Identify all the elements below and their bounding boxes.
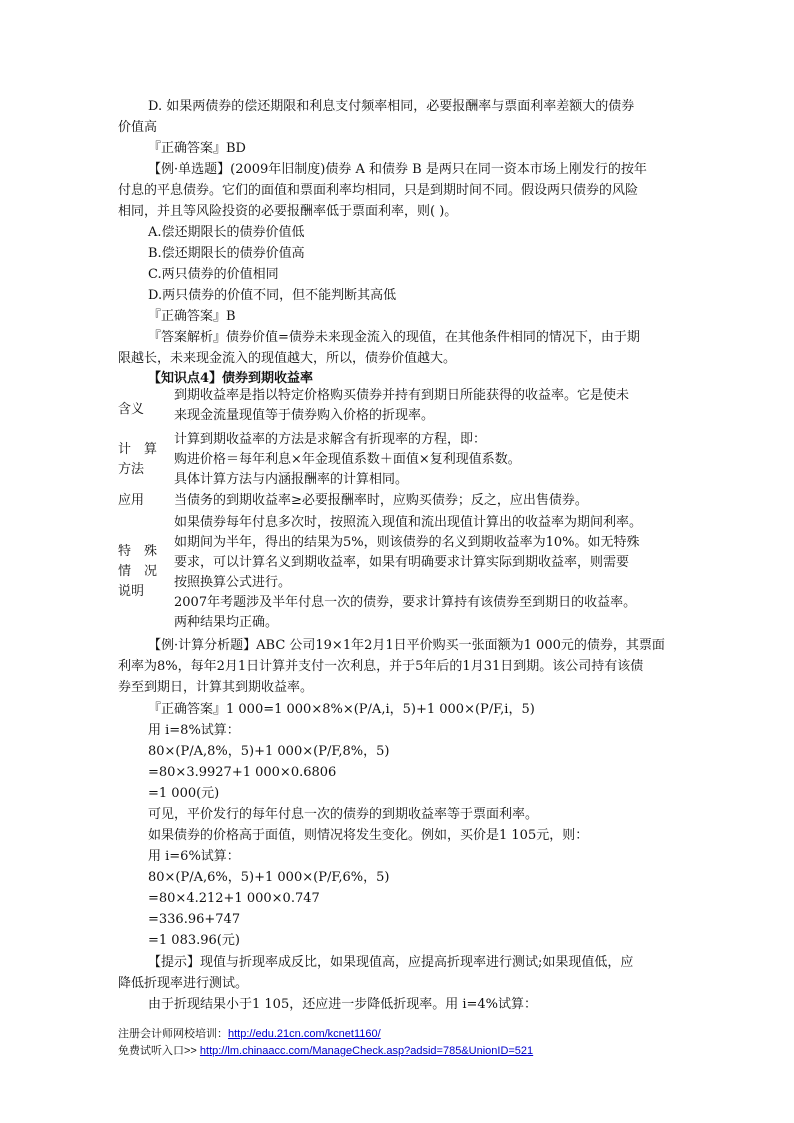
knowledge-content-line: 两种结果均正确。 — [174, 615, 279, 630]
text-line: 【知识点4】债券到期收益率 — [148, 371, 314, 386]
text-line: D. 如果两债券的偿还期限和利息支付频率相同，必要报酬率与票面利率差额大的债券 — [148, 99, 635, 114]
knowledge-content-line: 2007年考题涉及半年付息一次的债券，要求计算持有该债券至到期日的收益率。 — [174, 595, 637, 610]
text-line: 利率为8%，每年2月1日计算并支付一次利息，并于5年后的1月31日到期。该公司持有该债 — [118, 659, 644, 674]
text-line: 券至到期日，计算其到期收益率。 — [118, 680, 314, 695]
text-line: 【例·单选题】(2009年旧制度)债券 A 和债券 B 是两只在同一资本市场上刚发行的按年 — [148, 162, 647, 177]
knowledge-content-line: 计算到期收益率的方法是求解含有折现率的方程，即： — [174, 432, 487, 447]
text-line: 用 i=8%试算： — [148, 723, 240, 738]
text-line: =80×4.212+1 000×0.747 — [148, 891, 320, 906]
text-line: =1 083.96(元) — [148, 933, 240, 948]
text-line: 『正确答案』B — [148, 309, 236, 324]
text-line: 『正确答案』1 000=1 000×8%×(P/A,i，5)+1 000×(P/F,i，5) — [148, 702, 535, 717]
footer-label-2: 免费试听入口>> — [118, 1045, 200, 1057]
text-line: D.两只债券的价值不同，但不能判断其高低 — [148, 288, 397, 303]
text-line: C.两只债券的价值相同 — [148, 267, 279, 282]
text-line: 用 i=6%试算： — [148, 849, 240, 864]
text-line: 『答案解析』债券价值=债券未来现金流入的现值，在其他条件相同的情况下，由于期 — [148, 330, 640, 345]
text-line: 由于折现结果小于1 105，还应进一步降低折现率。用 i=4%试算： — [148, 997, 538, 1012]
text-line: 可见，平价发行的每年付息一次的债券的到期收益率等于票面利率。 — [148, 807, 539, 822]
knowledge-label: 应用 — [118, 493, 145, 508]
knowledge-content-line: 如果债券每年付息多次时，按照流入现值和流出现值计算出的收益率为期间利率。 — [174, 515, 643, 530]
text-line: B.偿还期限长的债券价值高 — [148, 246, 305, 261]
knowledge-content-line: 到期收益率是指以特定价格购买债券并持有到期日所能获得的收益率。它是使未 — [174, 388, 630, 403]
knowledge-content-line: 具体计算方法与内涵报酬率的计算相同。 — [174, 472, 409, 487]
footer-label-1: 注册会计师网校培训： — [118, 1028, 228, 1040]
text-line: =80×3.9927+1 000×0.6806 — [148, 765, 337, 780]
knowledge-label: 特 殊 情 况 说明 — [118, 544, 158, 599]
text-line: 相同，并且等风险投资的必要报酬率低于票面利率，则( )。 — [118, 204, 458, 219]
knowledge-content-line: 按照换算公式进行。 — [174, 575, 292, 590]
text-line: =336.96+747 — [148, 912, 241, 927]
text-line: 【例·计算分析题】ABC 公司19×1年2月1日平价购买一张面额为1 000元的债券，其票面 — [148, 638, 665, 653]
text-line: 降低折现率进行测试。 — [118, 976, 249, 991]
text-line: 80×(P/A,6%，5)+1 000×(P/F,6%，5) — [148, 870, 390, 885]
text-line: 限越长，未来现金流入的现值越大，所以，债券价值越大。 — [118, 351, 457, 366]
text-line: =1 000(元) — [148, 786, 220, 801]
text-line: 『正确答案』BD — [148, 141, 246, 156]
knowledge-label: 计 算 方法 — [118, 442, 158, 477]
text-line: A.偿还期限长的债券价值低 — [148, 225, 305, 240]
footer-line-2 — [118, 1043, 533, 1059]
text-line: 【提示】现值与折现率成反比，如果现值高，应提高折现率进行测试;如果现值低，应 — [148, 955, 634, 970]
footer-link-2[interactable]: http://lm.chinaacc.com/ManageCheck.asp?adsid=785&UnionID=521 — [199, 1045, 534, 1057]
knowledge-content-line: 购进价格＝每年利息×年金现值系数＋面值×复利现值系数。 — [174, 452, 521, 467]
footer-line-1 — [118, 1026, 381, 1042]
text-line: 价值高 — [118, 120, 158, 135]
text-line: 80×(P/A,8%，5)+1 000×(P/F,8%，5) — [148, 744, 390, 759]
footer-link-1[interactable]: http://edu.21cn.com/kcnet1160/ — [228, 1028, 381, 1040]
knowledge-label: 含义 — [118, 402, 145, 417]
knowledge-content-line: 来现金流量现值等于债券购入价格的折现率。 — [174, 408, 435, 423]
text-line: 付息的平息债券。它们的面值和票面利率均相同，只是到期时间不同。假设两只债券的风险 — [118, 183, 639, 198]
text-line: 如果债券的价格高于面值，则情况将发生变化。例如，买价是1 105元，则： — [148, 828, 589, 843]
knowledge-content-line: 要求，可以计算名义到期收益率，如果有明确要求计算实际到期收益率，则需要 — [174, 555, 630, 570]
knowledge-content-line: 如期间为半年，得出的结果为5%，则该债券的名义到期收益率为10%。如无特殊 — [174, 535, 640, 550]
knowledge-content-line: 当债务的到期收益率≥必要报酬率时，应购买债券；反之，应出售债券。 — [174, 493, 588, 508]
